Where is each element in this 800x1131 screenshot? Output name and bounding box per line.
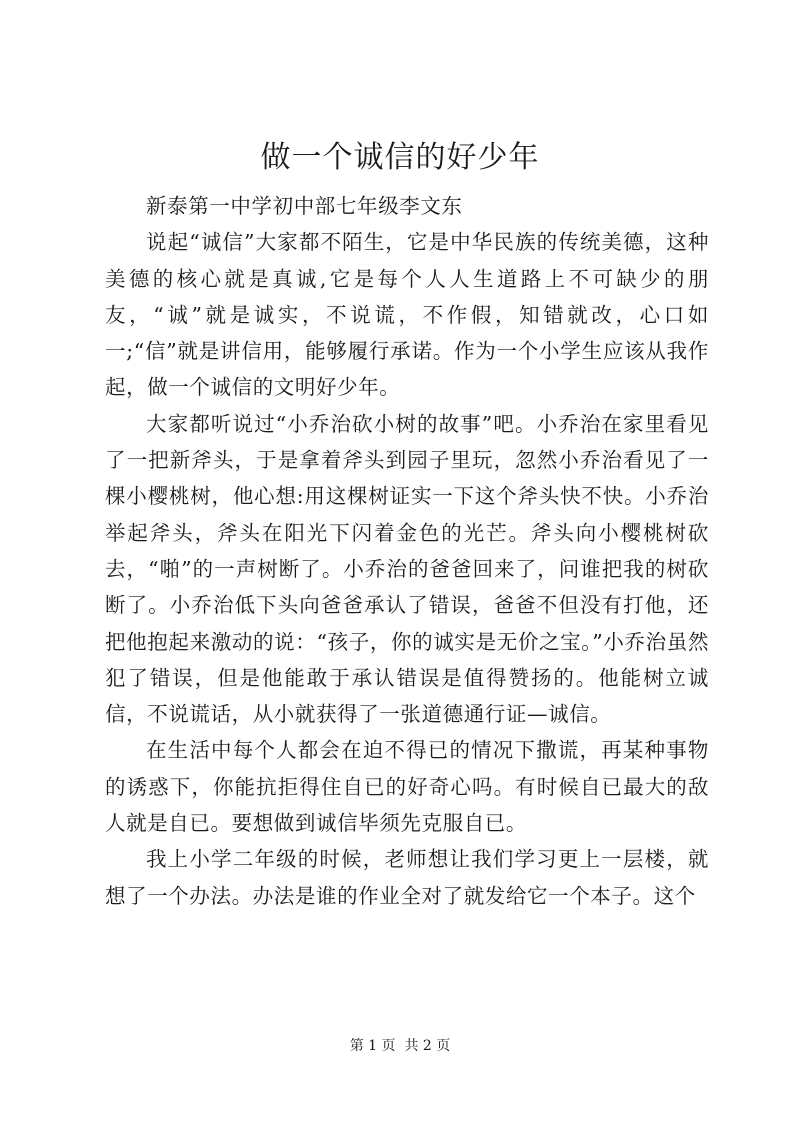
page-number: 第 1 页 共 2 页 xyxy=(349,1038,451,1054)
page-footer xyxy=(0,1036,800,1056)
paragraph: 我上小学二年级的时候，老师想让我们学习更上一层楼，就想了一个办法。办法是谁的作业全对了就发给它一个本子。这个 xyxy=(105,847,709,908)
paragraph: 说起“诚信”大家都不陌生，它是中华民族的传统美德，这种美德的核心就是真诚,它是每个人人生道路上不可缺少的朋友，“诚”就是诚实，不说谎，不作假，知错就改，心口如一;“信”就是讲信用，能够履行承诺。作为一个小学生应该从我作起，做一个诚信的文明好少年。 xyxy=(105,230,709,400)
paragraph: 在生活中每个人都会在迫不得已的情况下撒谎，再某种事物的诱惑下，你能抗拒得住自已的好奇心吗。有时候自已最大的敌人就是自已。要想做到诚信毕须先克服自已。 xyxy=(105,738,709,836)
document-body xyxy=(105,188,709,914)
document-title: 做一个诚信的好少年 xyxy=(260,140,540,175)
paragraph: 大家都听说过“小乔治砍小树的故事”吧。小乔治在家里看见了一把新斧头，于是拿着斧头到园子里玩，忽然小乔治看见了一棵小樱桃树，他心想:用这棵树证实一下这个斧头快不快。小乔治举起斧头，斧头在阳光下闪着金色的光芒。斧头向小樱桃树砍去，“啪”的一声树断了。小乔治的爸爸回来了，问谁把我的树砍断了。小乔治低下头向爸爸承认了错误，爸爸不但没有打他，还把他抱起来激动的说：“孩子，你的诚实是无价之宝。”小乔治虽然犯了错误，但是他能敢于承认错误是值得赞扬的。他能树立诚信，不说谎话，从小就获得了一张道德通行证—诚信。 xyxy=(105,411,709,727)
author-line: 新泰第一中学初中部七年级李文东 xyxy=(146,194,463,218)
